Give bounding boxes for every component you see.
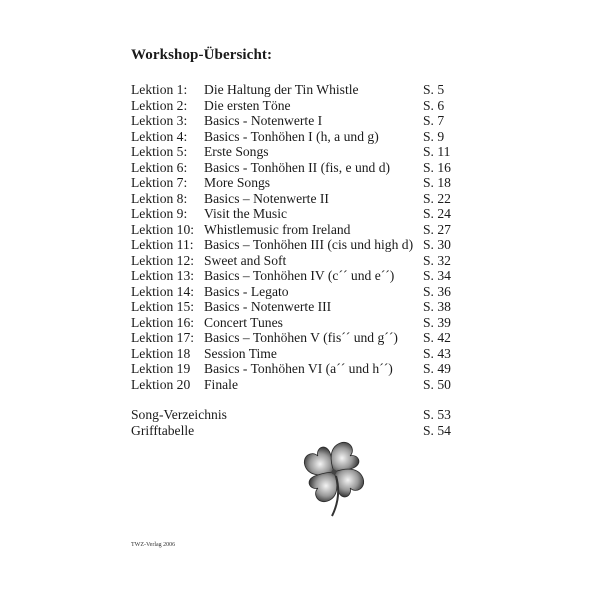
lesson-title: Basics - Notenwerte III [204, 299, 332, 314]
lesson-number: Lektion 9: [131, 206, 188, 221]
lesson-row [131, 160, 471, 176]
lesson-row [131, 191, 471, 207]
appendix-page: S. 54 [423, 422, 451, 438]
lesson-row [131, 377, 471, 393]
lesson-number: Lektion 18 [131, 345, 191, 361]
lesson-page: S. 38 [423, 299, 451, 314]
appendix-page: S. 53 [423, 407, 451, 422]
lesson-title: Basics - Tonhöhen VI (a´´ und h´´) [204, 361, 393, 376]
lesson-number: Lektion 13: [131, 268, 195, 283]
lesson-row [131, 98, 471, 114]
lesson-row [131, 206, 471, 222]
lesson-page: S. 42 [423, 330, 451, 345]
lesson-title: Die ersten Töne [204, 97, 291, 113]
lesson-title: Die Haltung der Tin Whistle [204, 82, 359, 97]
lesson-number: Lektion 11: [131, 237, 194, 252]
lesson-number: Lektion 3: [131, 113, 188, 128]
lesson-number: Lektion 5: [131, 144, 188, 159]
lesson-page: S. 22 [423, 190, 451, 206]
lesson-row [131, 330, 471, 346]
appendix-title: Grifftabelle [131, 422, 195, 438]
lesson-page: S. 43 [423, 345, 451, 361]
lesson-title: Basics - Notenwerte I [204, 113, 323, 128]
lesson-title: Basics – Tonhöhen V (fis´´ und g´´) [204, 330, 398, 345]
lesson-page: S. 32 [423, 252, 451, 268]
lesson-list [131, 82, 471, 392]
lesson-row [131, 268, 471, 284]
lesson-title: Whistlemusic from Ireland [204, 221, 351, 237]
lesson-row [131, 175, 471, 191]
lesson-title: Basics – Notenwerte II [204, 190, 329, 206]
appendix-row [131, 407, 471, 423]
appendix-title: Song-Verzeichnis [131, 407, 227, 422]
lesson-page: S. 50 [423, 376, 451, 392]
lesson-row [131, 129, 471, 145]
lesson-number: Lektion 2: [131, 97, 188, 113]
lesson-page: S. 6 [423, 97, 445, 113]
lesson-row [131, 113, 471, 129]
lesson-number: Lektion 6: [131, 159, 188, 175]
lesson-page: S. 9 [423, 128, 445, 144]
lesson-title: Finale [204, 376, 238, 392]
lesson-page: S. 39 [423, 314, 451, 330]
lesson-number: Lektion 7: [131, 175, 188, 190]
lesson-page: S. 36 [423, 283, 451, 299]
lesson-row [131, 299, 471, 315]
lesson-row [131, 346, 471, 362]
lesson-number: Lektion 12: [131, 252, 195, 268]
lesson-number: Lektion 10: [131, 221, 195, 237]
lesson-row [131, 284, 471, 300]
lesson-number: Lektion 15: [131, 299, 195, 314]
publisher-footer: TWZ-Verlag 2006 [131, 542, 176, 548]
lesson-number: Lektion 17: [131, 330, 195, 345]
lesson-title: Sweet and Soft [204, 252, 287, 268]
page-heading: Workshop-Übersicht: [131, 47, 273, 63]
lesson-page: S. 11 [423, 144, 451, 159]
lesson-title: Basics - Legato [204, 283, 289, 299]
lesson-number: Lektion 4: [131, 128, 188, 144]
lesson-row [131, 222, 471, 238]
lesson-page: S. 27 [423, 221, 451, 237]
lesson-page: S. 49 [423, 361, 451, 376]
lesson-title: Visit the Music [204, 206, 288, 221]
lesson-number: Lektion 14: [131, 283, 195, 299]
lesson-title: More Songs [204, 175, 271, 190]
lesson-number: Lektion 8: [131, 190, 188, 206]
lesson-row [131, 315, 471, 331]
lesson-title: Basics – Tonhöhen IV (c´´ und e´´) [204, 268, 395, 283]
lesson-page: S. 16 [423, 159, 451, 175]
lesson-row [131, 237, 471, 253]
four-leaf-clover-icon [292, 434, 376, 526]
lesson-title: Basics - Tonhöhen II (fis, e und d) [204, 159, 391, 175]
lesson-page: S. 18 [423, 175, 451, 190]
lesson-title: Basics – Tonhöhen III (cis und high d) [204, 237, 414, 252]
lesson-page: S. 5 [423, 82, 445, 97]
lesson-row [131, 82, 471, 98]
lesson-page: S. 34 [423, 268, 451, 283]
lesson-page: S. 24 [423, 206, 451, 221]
lesson-row [131, 253, 471, 269]
lesson-title: Erste Songs [204, 144, 269, 159]
lesson-number: Lektion 1: [131, 82, 188, 97]
lesson-number: Lektion 16: [131, 314, 195, 330]
lesson-title: Concert Tunes [204, 314, 283, 330]
lesson-number: Lektion 20 [131, 376, 191, 392]
lesson-row [131, 361, 471, 377]
lesson-page: S. 30 [423, 237, 451, 252]
lesson-title: Basics - Tonhöhen I (h, a und g) [204, 128, 379, 144]
lesson-number: Lektion 19 [131, 361, 191, 376]
lesson-title: Session Time [204, 345, 277, 361]
lesson-row [131, 144, 471, 160]
lesson-page: S. 7 [423, 113, 445, 128]
